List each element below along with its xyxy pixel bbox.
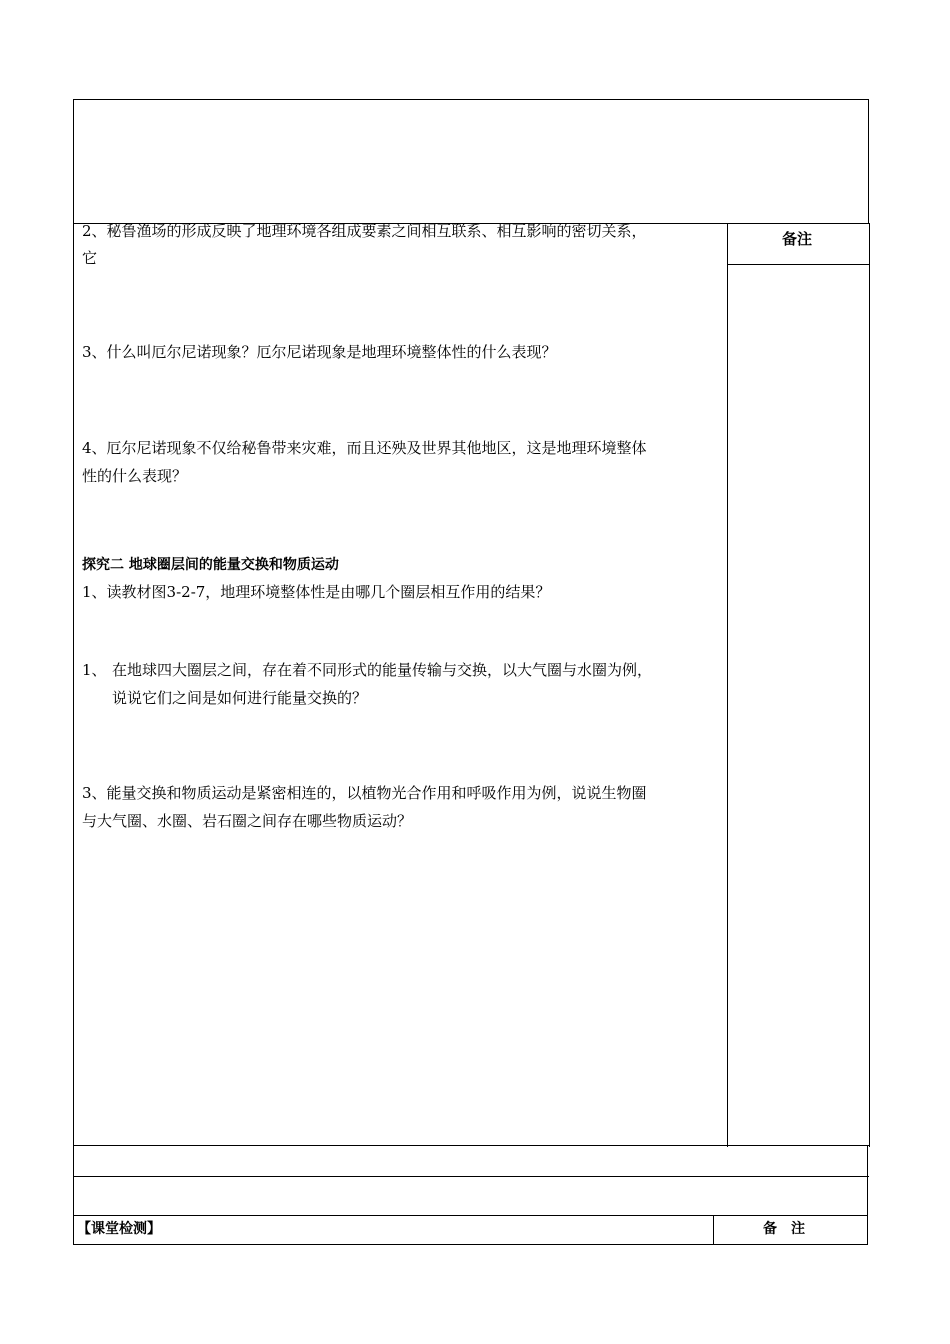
bottom-row-divider-1 — [73, 1176, 869, 1177]
bottom-row-divider-2 — [73, 1215, 868, 1216]
inquiry-2-question-1: 1、读教材图3-2-7，地理环境整体性是由哪几个圈层相互作用的结果？ — [82, 583, 551, 601]
bottom-rows-right-border — [867, 1145, 868, 1245]
question-2-line-1: 2、秘鲁渔场的形成反映了地理环境各组成要素之间相互联系、相互影响的密切关系， — [82, 222, 647, 240]
question-2-line-2: 它 — [82, 249, 98, 267]
remarks-header: 备注 — [782, 230, 813, 248]
question-3: 3、什么叫厄尔尼诺现象？厄尔尼诺现象是地理环境整体性的什么表现？ — [82, 343, 557, 361]
column-divider — [727, 223, 728, 1147]
inquiry-2-question-2-line-1: 在地球四大圈层之间，存在着不同形式的能量传输与交换，以大气圈与水圈为例， — [112, 661, 653, 679]
footer-remarks-label: 备 注 — [763, 1221, 805, 1237]
bottom-rows-left-border — [73, 1145, 74, 1245]
main-bottom-border — [73, 1145, 870, 1146]
main-right-border — [869, 223, 870, 1147]
main-left-border — [73, 223, 74, 1147]
question-4-line-2: 性的什么表现？ — [82, 467, 188, 485]
remarks-top-border — [727, 223, 870, 224]
inquiry-2-question-2-line-2: 说说它们之间是如何进行能量交换的？ — [112, 689, 368, 707]
footer-column-divider — [713, 1215, 714, 1245]
inquiry-2-question-3-line-1: 3、能量交换和物质运动是紧密相连的，以植物光合作用和呼吸作用为例，说说生物圈 — [82, 784, 647, 802]
remarks-header-bottom — [727, 264, 870, 265]
inquiry-2-question-3-line-2: 与大气圈、水圈、岩石圈之间存在哪些物质运动？ — [82, 812, 413, 830]
footer-bottom-border — [73, 1244, 868, 1245]
question-4-line-1: 4、厄尔尼诺现象不仅给秘鲁带来灾难，而且还殃及世界其他地区，这是地理环境整体 — [82, 439, 647, 457]
top-empty-box — [73, 99, 869, 224]
inquiry-2-heading: 探究二 地球圈层间的能量交换和物质运动 — [82, 557, 339, 573]
inquiry-2-question-2-number: 1、 — [82, 661, 107, 679]
classroom-check-label: 【课堂检测】 — [77, 1221, 161, 1237]
